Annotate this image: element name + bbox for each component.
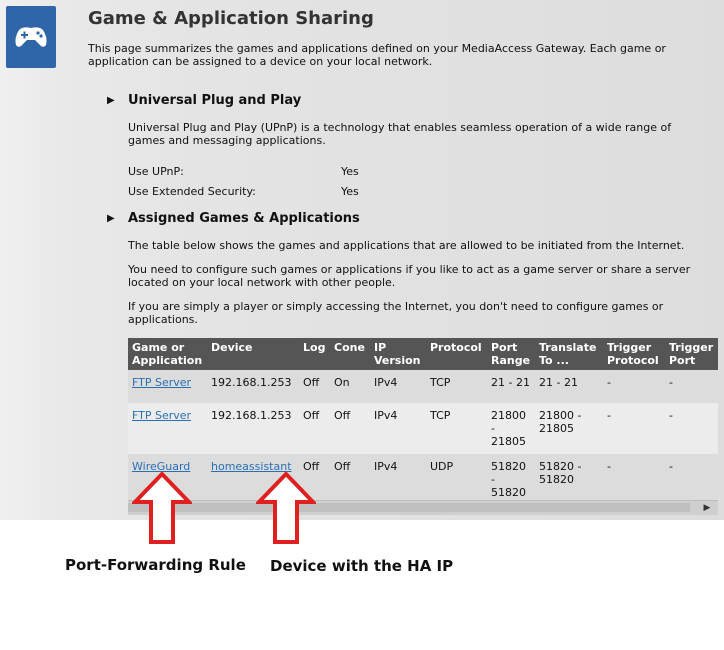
col-header-log: Log <box>299 338 330 370</box>
ip-version-cell: IPv4 <box>370 454 426 505</box>
use-extended-security-label: Use Extended Security: <box>128 185 256 198</box>
col-header-port-range: Port Range <box>487 338 535 370</box>
use-upnp-label: Use UPnP: <box>128 165 184 178</box>
device-link[interactable]: homeassistant <box>211 460 292 473</box>
arrow-right-icon[interactable]: ▶ <box>703 503 711 513</box>
protocol-cell: TCP <box>426 403 487 454</box>
table-header-row <box>128 338 718 370</box>
games-paragraph: If you are simply a player or simply accessing the Internet, you don't need to configure games or applications. <box>128 300 664 326</box>
application-link[interactable]: FTP Server <box>132 409 192 422</box>
cone-cell: On <box>330 370 370 403</box>
col-header-cone: Cone <box>330 338 370 370</box>
translate-cell: 21 - 21 <box>535 370 603 403</box>
trigger-protocol-cell: - <box>603 370 665 403</box>
games-paragraph: The table below shows the games and applications that are allowed to be initiated from the Internet. <box>128 239 685 252</box>
translate-cell: 51820 - 51820 <box>535 454 603 505</box>
log-cell: Off <box>299 370 330 403</box>
application-link[interactable]: WireGuard <box>132 460 191 473</box>
scrollbar-thumb[interactable] <box>128 503 690 512</box>
triangle-right-icon: ▶ <box>107 95 115 106</box>
log-cell: Off <box>299 403 330 454</box>
annotation-label-device: Device with the HA IP <box>270 557 454 575</box>
col-header-translate-to: Translate To ... <box>535 338 603 370</box>
table-row <box>128 454 718 505</box>
protocol-cell: TCP <box>426 370 487 403</box>
col-header-device: Device <box>207 338 299 370</box>
col-header-application: Game or Application <box>128 338 207 370</box>
col-header-ip-version: IP Version <box>370 338 426 370</box>
table-row <box>128 403 718 454</box>
gamepad-icon <box>6 6 56 68</box>
trigger-port-cell: - <box>665 370 718 403</box>
red-arrow-up-icon <box>132 472 192 544</box>
translate-cell: 21800 - 21805 <box>535 403 603 454</box>
use-extended-security-value: Yes <box>341 185 359 198</box>
games-table-container <box>128 338 718 516</box>
red-arrow-up-icon <box>256 472 316 544</box>
page-title: Game & Application Sharing <box>88 8 374 29</box>
ip-version-cell: IPv4 <box>370 403 426 454</box>
triangle-right-icon: ▶ <box>107 213 115 224</box>
log-cell: Off <box>299 454 330 505</box>
application-link[interactable]: FTP Server <box>132 376 192 389</box>
cone-cell: Off <box>330 454 370 505</box>
cone-cell: Off <box>330 403 370 454</box>
annotation-label-rule: Port-Forwarding Rule <box>65 556 246 574</box>
page-intro: This page summarizes the games and applications defined on your MediaAccess Gateway. Each game or application can be assigned to a device on your local network. <box>88 42 666 68</box>
horizontal-scrollbar[interactable] <box>128 500 718 515</box>
port-range-cell: 21800 - 21805 <box>487 403 535 454</box>
protocol-cell: UDP <box>426 454 487 505</box>
col-header-protocol: Protocol <box>426 338 487 370</box>
col-header-trigger-protocol: Trigger Protocol <box>603 338 665 370</box>
trigger-protocol-cell: - <box>603 403 665 454</box>
upnp-description: Universal Plug and Play (UPnP) is a technology that enables seamless operation of a wide range of games and messaging applications. <box>128 121 672 147</box>
section-title-upnp: Universal Plug and Play <box>128 93 302 108</box>
ip-version-cell: IPv4 <box>370 370 426 403</box>
port-range-cell: 21 - 21 <box>487 370 535 403</box>
device-cell: 192.168.1.253 <box>207 370 299 403</box>
games-table <box>128 338 718 505</box>
section-title-games: Assigned Games & Applications <box>128 211 360 226</box>
trigger-protocol-cell: - <box>603 454 665 505</box>
trigger-port-cell: - <box>665 454 718 505</box>
port-range-cell: 51820 - 51820 <box>487 454 535 505</box>
col-header-trigger-port: Trigger Port <box>665 338 718 370</box>
trigger-port-cell: - <box>665 403 718 454</box>
games-paragraph: You need to configure such games or applications if you like to act as a game server or share a server located on your local network with other people. <box>128 263 691 289</box>
table-row <box>128 370 718 403</box>
use-upnp-value: Yes <box>341 165 359 178</box>
device-cell: 192.168.1.253 <box>207 403 299 454</box>
